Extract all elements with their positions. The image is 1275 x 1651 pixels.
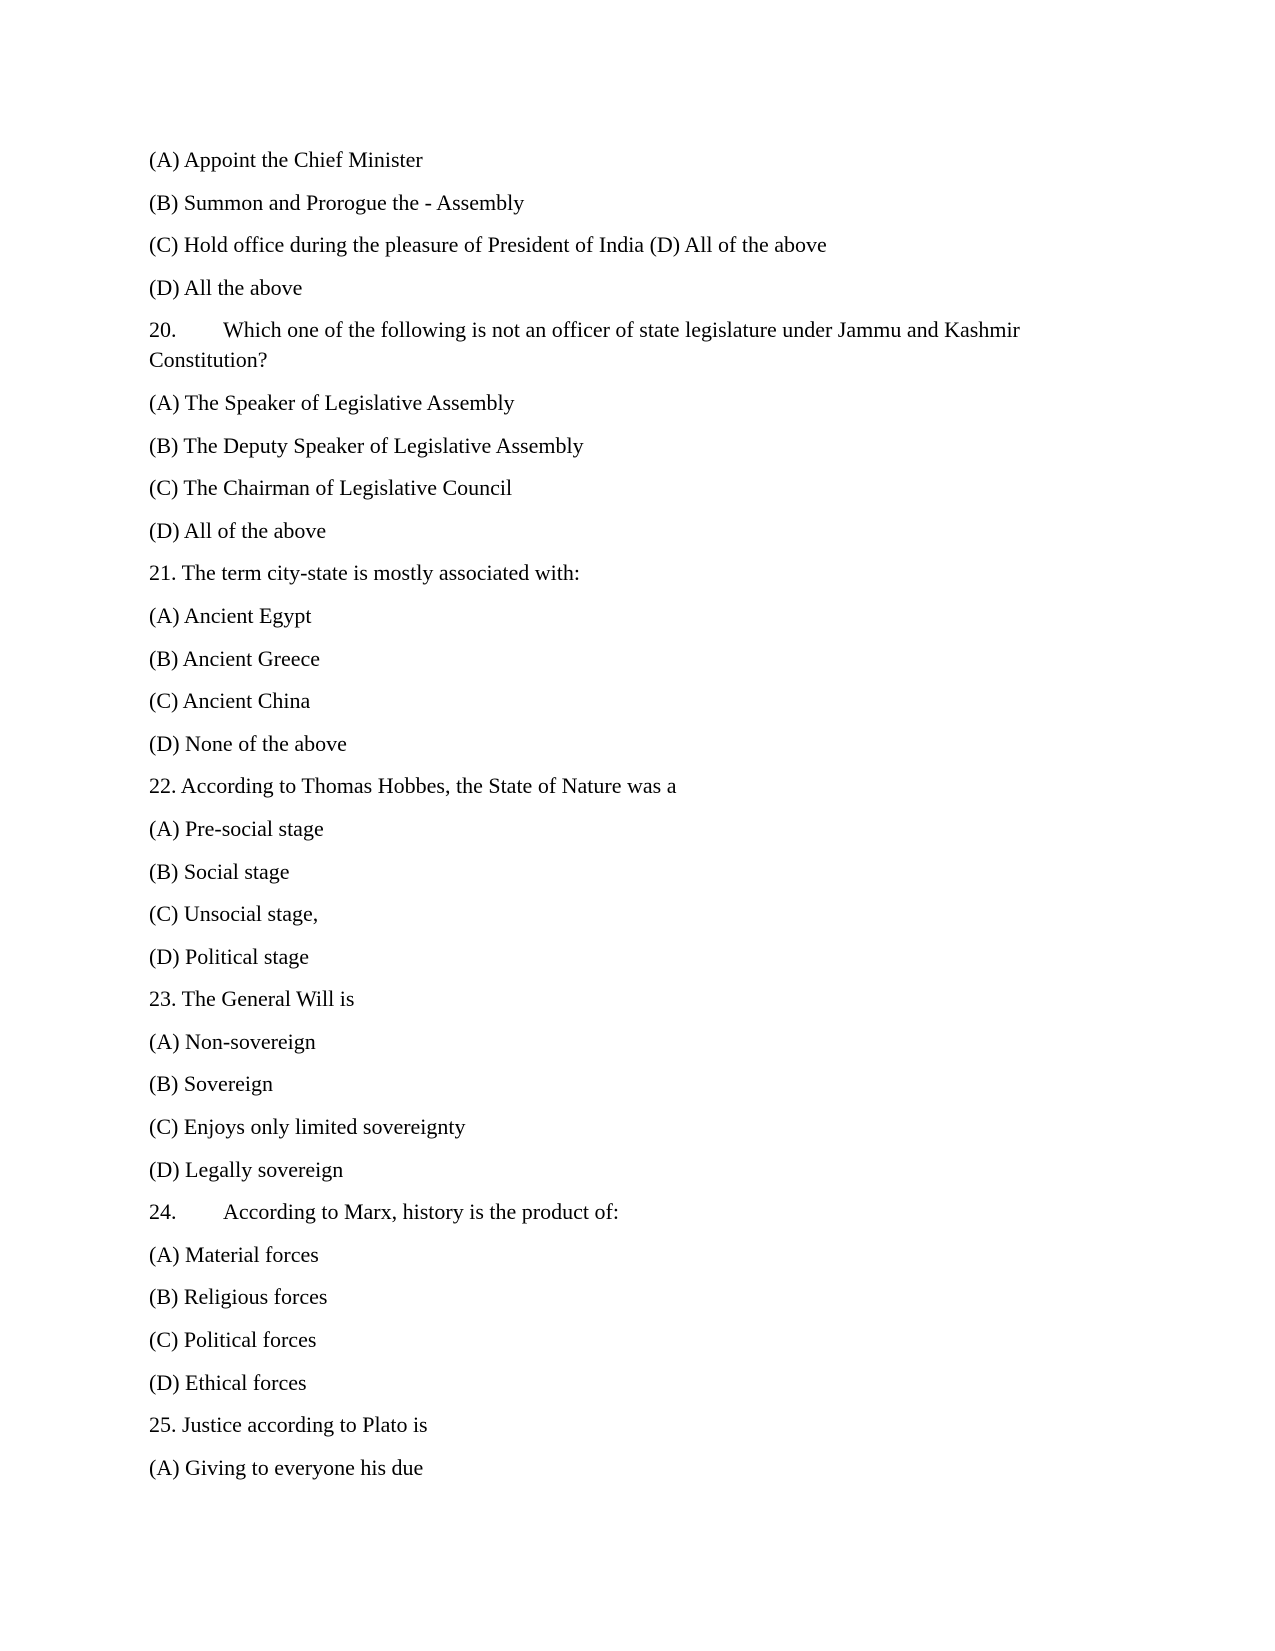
option-line: (A) The Speaker of Legislative Assembly <box>149 389 515 415</box>
question-text: Which one of the following is not an officer of state legislature under Jammu and Kashmir <box>223 317 1020 343</box>
question-24 <box>149 1197 1079 1227</box>
question-text: The term city-state is mostly associated with: <box>181 560 580 586</box>
question-number: 22. <box>149 773 177 799</box>
option-line: (C) Political forces <box>149 1327 317 1353</box>
option-line: (B) Social stage <box>149 858 290 884</box>
page-content <box>149 145 1079 1495</box>
question-22 <box>149 771 1079 801</box>
question-number: 20. <box>149 317 177 343</box>
option-line: (B) The Deputy Speaker of Legislative Assembly <box>149 432 584 458</box>
question-21 <box>149 558 1079 588</box>
option-line: (D) All of the above <box>149 517 327 543</box>
question-25 <box>149 1410 1079 1440</box>
option-line: (D) Political stage <box>149 943 310 969</box>
option-line: (D) None of the above <box>149 730 347 756</box>
question-text-continued: Constitution? <box>149 347 268 373</box>
option-line: (C) Hold office during the pleasure of President of India (D) All of the above <box>149 232 827 258</box>
option-line: (B) Sovereign <box>149 1071 274 1097</box>
option-line: (C) Ancient China <box>149 688 311 714</box>
option-line: (A) Ancient Egypt <box>149 602 312 628</box>
option-line: (D) All the above <box>149 274 303 300</box>
option-line: (B) Summon and Prorogue the - Assembly <box>149 189 525 215</box>
question-number: 21. <box>149 560 177 586</box>
question-number: 24. <box>149 1199 177 1225</box>
option-line: (B) Religious forces <box>149 1284 328 1310</box>
question-text: According to Marx, history is the product of: <box>223 1199 619 1225</box>
option-line: (D) Legally sovereign <box>149 1156 344 1182</box>
option-line: (A) Pre-social stage <box>149 815 324 841</box>
option-line: (A) Giving to everyone his due <box>149 1454 424 1480</box>
question-text: The General Will is <box>181 986 355 1012</box>
option-line: (A) Appoint the Chief Minister <box>149 147 423 172</box>
option-line: (A) Non-sovereign <box>149 1028 316 1054</box>
question-text: Justice according to Plato is <box>182 1412 428 1438</box>
option-line: (B) Ancient Greece <box>149 645 321 671</box>
option-line: (C) Enjoys only limited sovereignty <box>149 1114 466 1140</box>
option-line: (C) The Chairman of Legislative Council <box>149 475 513 501</box>
question-number: 25. <box>149 1412 177 1438</box>
option-line: (A) Material forces <box>149 1241 319 1267</box>
question-text: According to Thomas Hobbes, the State of Nature was a <box>180 773 677 799</box>
question-23 <box>149 984 1079 1014</box>
option-line: (D) Ethical forces <box>149 1369 307 1395</box>
option-line: (C) Unsocial stage, <box>149 901 319 927</box>
question-number: 23. <box>149 986 177 1012</box>
question-20 <box>149 315 1079 375</box>
